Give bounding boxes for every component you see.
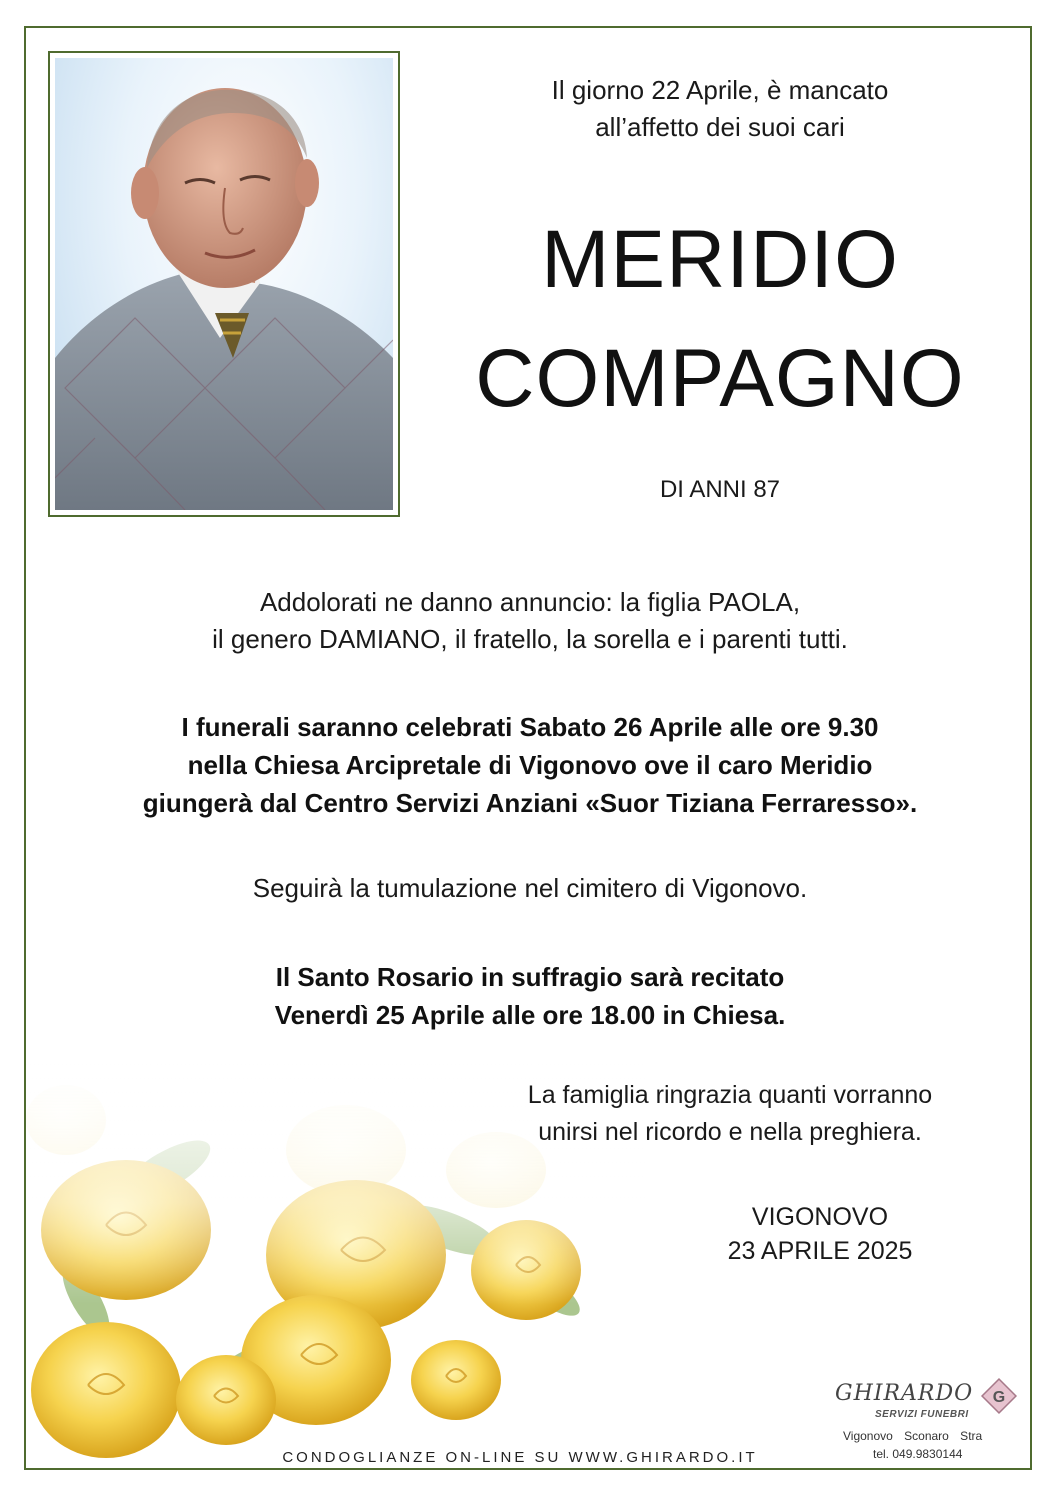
deceased-surname: MERIDIO (541, 214, 899, 305)
intro-text (470, 72, 970, 146)
logo-name: GHIRARDO (835, 1381, 974, 1406)
intro-line-1: Il giorno 22 Aprile, è mancato (551, 75, 889, 105)
logo-address: Vigonovo Sconaro Stra (843, 1429, 983, 1443)
rosary-line-2: Venerdì 25 Aprile alle ore 18.00 in Chiesa. (274, 1000, 786, 1030)
thanks-text (470, 1077, 990, 1151)
logo-letter: G (992, 1389, 1006, 1406)
funeral-line-1: I funerali saranno celebrati Sabato 26 Aprile alle ore 9.30 (181, 712, 879, 742)
thanks-line-1: La famiglia ringrazia quanti vorranno (527, 1081, 933, 1109)
funeral-info (60, 708, 1000, 822)
announcement-line-1: Addolorati ne danno annuncio: la figlia PAOLA, (259, 587, 801, 617)
burial-info: Seguirà la tumulazione nel cimitero di Vigonovo. (252, 873, 808, 903)
funeral-line-3: giungerà dal Centro Servizi Anziani «Suor Tiziana Ferraresso». (142, 788, 918, 818)
logo-subtitle: SERVIZI FUNEBRI (875, 1409, 969, 1420)
deceased-age: DI ANNI 87 (659, 476, 781, 503)
deceased-name: COMPAGNO (475, 333, 965, 424)
rosary-info (80, 958, 980, 1034)
place-date (700, 1200, 940, 1268)
funeral-line-2: nella Chiesa Arcipretale di Vigonovo ove il caro Meridio (187, 750, 873, 780)
intro-line-2: all’affetto dei suoi cari (595, 112, 845, 142)
logo-phone: tel. 049.9830144 (873, 1447, 963, 1461)
place-name: VIGONOVO (751, 1203, 889, 1231)
condolences-link[interactable]: CONDOGLIANZE ON-LINE SU WWW.GHIRARDO.IT (282, 1449, 758, 1466)
announcement-date: 23 APRILE 2025 (727, 1237, 913, 1265)
diamond-logo-icon (980, 1377, 1018, 1415)
announcement (80, 584, 980, 658)
announcement-line-2: il genero DAMIANO, il fratello, la sorella e i parenti tutti. (212, 624, 848, 654)
rosary-line-1: Il Santo Rosario in suffragio sarà recitato (275, 962, 785, 992)
portrait-photo (55, 58, 393, 510)
funeral-home-logo (835, 1375, 1025, 1465)
thanks-line-2: unirsi nel ricordo e nella preghiera. (538, 1118, 922, 1146)
portrait-frame (48, 51, 400, 517)
